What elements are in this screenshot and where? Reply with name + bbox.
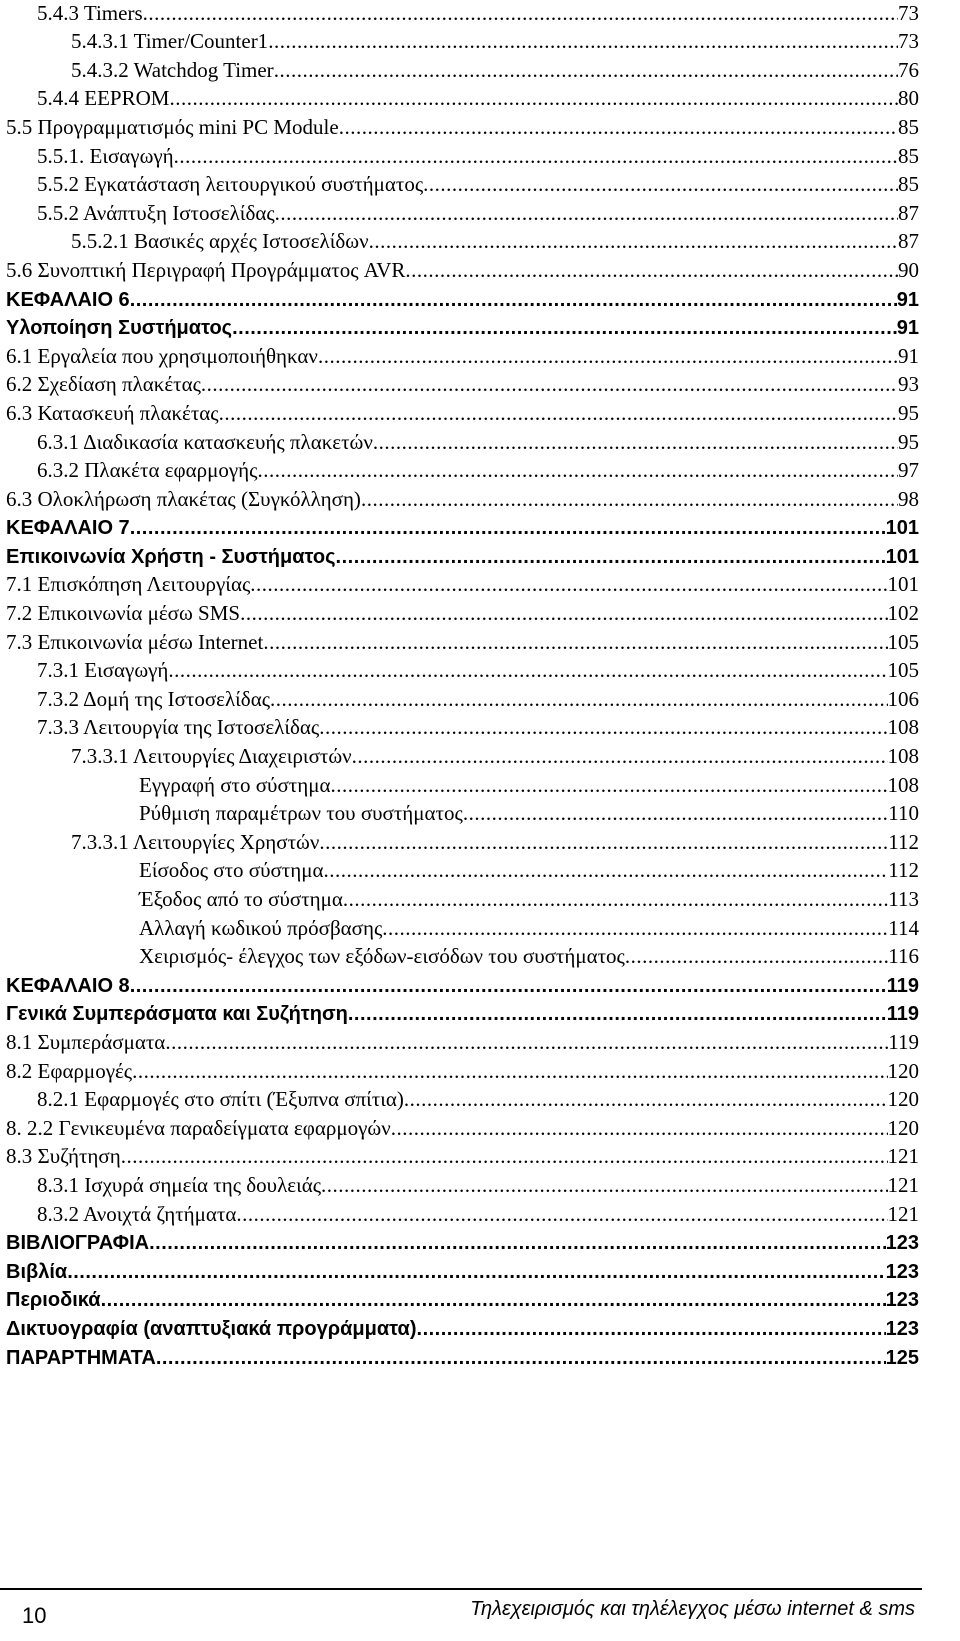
toc-entry-page: 121 — [887, 1201, 919, 1226]
toc-entry-page: 123 — [885, 1317, 919, 1340]
toc-entry-title: 7.3.3.1 Λειτουργίες Διαχειριστών — [71, 744, 352, 769]
toc-entry[interactable] — [6, 1058, 919, 1087]
toc-entry-page: 101 — [885, 545, 919, 568]
toc-entry-page: 119 — [888, 1029, 919, 1054]
toc-entry[interactable] — [6, 944, 919, 973]
toc-entry[interactable] — [6, 1029, 919, 1058]
table-of-contents — [6, 0, 919, 1373]
toc-entry-title: 8.3.2 Ανοιχτά ζητήματα — [37, 1201, 237, 1226]
toc-entry-page: 87 — [898, 229, 919, 254]
toc-entry-page: 120 — [887, 1058, 919, 1083]
toc-entry-page: 85 — [898, 172, 919, 197]
toc-dot-leader — [319, 830, 888, 858]
toc-entry[interactable] — [6, 257, 919, 286]
toc-entry-title: Έξοδος από το σύστημα — [139, 887, 343, 911]
toc-entry-page: 108 — [887, 744, 919, 769]
toc-entry-title: 7.3.1 Εισαγωγή — [37, 658, 169, 683]
toc-entry-title: ΚΕΦΑΛΑΙΟ 7 — [6, 517, 130, 540]
toc-dot-leader — [319, 715, 887, 743]
toc-dot-leader — [324, 858, 889, 886]
toc-entry-title: 5.5 Προγραμματισμός mini PC Module — [6, 114, 339, 139]
toc-entry-title: 5.5.2 Εγκατάσταση λειτουργικού συστήματος — [37, 172, 424, 197]
toc-entry-page: 101 — [887, 572, 919, 597]
toc-entry-page: 87 — [898, 200, 919, 225]
toc-entry-page: 125 — [885, 1346, 919, 1369]
toc-entry-title: Εγγραφή στο σύστημα — [139, 772, 331, 797]
page-number: 10 — [22, 1603, 47, 1628]
toc-entry[interactable] — [6, 801, 919, 830]
toc-entry[interactable] — [6, 372, 919, 401]
toc-dot-leader — [130, 289, 897, 315]
toc-entry[interactable] — [6, 1230, 919, 1259]
toc-entry-title: 5.5.1. Εισαγωγή — [37, 143, 174, 168]
toc-entry-page: 108 — [887, 715, 919, 740]
toc-entry-page: 112 — [888, 829, 919, 854]
toc-entry[interactable] — [6, 915, 919, 944]
toc-entry-title: 7.3.3 Λειτουργία της Ιστοσελίδας — [37, 715, 320, 740]
toc-entry-page: 93 — [898, 372, 919, 397]
toc-dot-leader — [121, 1144, 888, 1172]
toc-entry[interactable] — [6, 400, 919, 429]
toc-entry[interactable] — [6, 1344, 919, 1373]
toc-entry-page: 105 — [887, 629, 919, 654]
toc-entry-page: 102 — [887, 601, 919, 626]
toc-entry-title: 8.1 Συμπεράσματα — [6, 1029, 166, 1054]
toc-dot-leader — [423, 172, 898, 200]
toc-entry[interactable] — [6, 29, 919, 58]
toc-dot-leader — [391, 1116, 888, 1144]
toc-dot-leader — [236, 1202, 887, 1230]
toc-entry-page: 105 — [887, 658, 919, 683]
toc-entry-page: 119 — [886, 974, 919, 997]
toc-dot-leader — [405, 258, 898, 286]
toc-entry-title: 6.3.1 Διαδικασία κατασκευής πλακετών — [37, 429, 373, 454]
toc-entry-page: 95 — [898, 400, 919, 425]
toc-entry-page: 123 — [885, 1232, 919, 1255]
toc-entry-page: 91 — [898, 343, 919, 368]
toc-entry[interactable] — [6, 629, 919, 658]
toc-entry[interactable] — [6, 86, 919, 115]
toc-dot-leader — [219, 401, 898, 429]
toc-entry-page: 114 — [888, 915, 919, 940]
toc-entry-title: 5.4.3.2 Watchdog Timer — [71, 57, 274, 82]
toc-entry-title: 6.1 Εργαλεία που χρησιμοποιήθηκαν — [6, 343, 318, 368]
toc-dot-leader — [168, 658, 887, 686]
toc-dot-leader — [101, 1289, 886, 1315]
toc-entry-page: 113 — [888, 887, 919, 911]
toc-entry-page: 73 — [898, 0, 919, 25]
toc-dot-leader — [169, 86, 898, 114]
toc-entry-title: 8. 2.2 Γενικευμένα παραδείγματα εφαρμογών — [6, 1115, 391, 1140]
toc-entry[interactable] — [6, 658, 919, 687]
toc-entry[interactable] — [6, 1315, 919, 1344]
toc-entry-title: 7.3.2 Δομή της Ιστοσελίδας — [37, 686, 271, 711]
toc-dot-leader — [257, 458, 898, 486]
toc-entry[interactable] — [6, 772, 919, 801]
toc-entry[interactable] — [6, 486, 919, 515]
toc-entry-page: 119 — [886, 1003, 919, 1026]
toc-dot-leader — [156, 1347, 886, 1373]
toc-entry-page: 98 — [898, 486, 919, 511]
toc-dot-leader — [369, 229, 898, 257]
toc-dot-leader — [318, 344, 898, 372]
toc-entry[interactable] — [6, 886, 919, 915]
toc-entry-page: 112 — [888, 858, 919, 883]
toc-entry-title: ΚΕΦΑΛΑΙΟ 8 — [6, 974, 130, 997]
toc-entry[interactable] — [6, 686, 919, 715]
toc-dot-leader — [67, 1261, 885, 1287]
toc-dot-leader — [143, 1, 898, 29]
toc-dot-leader — [268, 29, 898, 57]
toc-dot-leader — [149, 1232, 886, 1258]
toc-entry-title: ΠΑΡΑΡΤΗΜΑΤΑ — [6, 1346, 156, 1369]
toc-dot-leader — [240, 601, 887, 629]
toc-entry-page: 73 — [898, 29, 919, 54]
toc-entry-title: 7.1 Επισκόπηση Λειτουργίας — [6, 572, 251, 597]
toc-dot-leader — [343, 887, 888, 915]
toc-entry-title: ΒΙΒΛΙΟΓΡΑΦΙΑ — [6, 1232, 150, 1255]
toc-entry-title: ΚΕΦΑΛΑΙΟ 6 — [6, 288, 130, 311]
toc-entry-title: 8.2.1 Εφαρμογές στο σπίτι (Έξυπνα σπίτια) — [37, 1087, 404, 1112]
toc-entry[interactable] — [6, 543, 919, 572]
toc-entry[interactable] — [6, 229, 919, 258]
toc-entry-title: Γενικά Συμπεράσματα και Συζήτηση — [6, 1003, 348, 1026]
toc-dot-leader — [330, 773, 887, 801]
toc-entry[interactable] — [6, 1258, 919, 1287]
toc-entry-page: 108 — [887, 772, 919, 797]
toc-entry-title: Ρύθμιση παραμέτρων του συστήματος — [139, 801, 463, 826]
toc-entry-page: 90 — [898, 257, 919, 282]
toc-dot-leader — [274, 58, 898, 86]
toc-entry[interactable] — [6, 172, 919, 201]
toc-dot-leader — [321, 1173, 887, 1201]
toc-dot-leader — [270, 687, 887, 715]
toc-entry-title: 8.3.1 Ισχυρά σημεία της δουλειάς — [37, 1172, 322, 1197]
toc-dot-leader — [130, 975, 887, 1001]
toc-entry-page: 116 — [888, 944, 919, 969]
toc-entry-title: 5.5.2 Ανάπτυξη Ιστοσελίδας — [37, 200, 275, 225]
toc-dot-leader — [404, 1087, 888, 1115]
toc-entry[interactable] — [6, 572, 919, 601]
toc-entry-title: Χειρισμός- έλεγχος των εξόδων-εισόδων του συστήματος — [139, 944, 625, 969]
toc-entry-page: 120 — [887, 1115, 919, 1140]
toc-dot-leader — [339, 115, 898, 143]
toc-entry-page: 120 — [887, 1087, 919, 1112]
toc-dot-leader — [132, 1059, 887, 1087]
footer-title: Τηλεχειρισμός και τηλέλεγχος μέσω internet & sms — [470, 1598, 915, 1620]
toc-dot-leader — [348, 1003, 887, 1029]
toc-entry-title: 8.3 Συζήτηση — [6, 1144, 121, 1169]
toc-dot-leader — [373, 430, 898, 458]
toc-entry-title: 6.2 Σχεδίαση πλακέτας — [6, 372, 201, 397]
toc-entry-title: Υλοποίηση Συστήματος — [6, 317, 233, 340]
toc-entry-title: 7.2 Επικοινωνία μέσω SMS — [6, 601, 241, 626]
toc-entry[interactable] — [6, 1201, 919, 1230]
toc-entry[interactable] — [6, 1144, 919, 1173]
toc-entry-page: 76 — [898, 57, 919, 82]
toc-dot-leader — [275, 201, 898, 229]
toc-entry-title: 6.3 Κατασκευή πλακέτας — [6, 400, 219, 425]
toc-entry-title: Δικτυογραφία (αναπτυξιακά προγράμματα) — [6, 1317, 417, 1340]
toc-entry[interactable] — [6, 343, 919, 372]
toc-entry[interactable] — [6, 1287, 919, 1316]
toc-entry-title: Βιβλία — [6, 1260, 68, 1283]
toc-entry[interactable] — [6, 286, 919, 315]
toc-entry-page: 106 — [887, 686, 919, 711]
toc-entry-title: 5.5.2.1 Βασικές αρχές Ιστοσελίδων — [71, 229, 369, 254]
toc-entry-page: 123 — [885, 1260, 919, 1283]
toc-entry[interactable] — [6, 143, 919, 172]
toc-dot-leader — [417, 1318, 886, 1344]
toc-dot-leader — [250, 572, 887, 600]
toc-dot-leader — [336, 546, 886, 572]
toc-entry-page: 97 — [898, 458, 919, 483]
toc-entry[interactable] — [6, 1172, 919, 1201]
toc-entry-page: 95 — [898, 429, 919, 454]
toc-entry[interactable] — [6, 715, 919, 744]
toc-entry-page: 85 — [898, 143, 919, 168]
toc-entry[interactable] — [6, 600, 919, 629]
toc-dot-leader — [263, 630, 887, 658]
toc-entry-page: 123 — [885, 1289, 919, 1312]
toc-entry-page: 110 — [888, 801, 919, 826]
toc-entry[interactable] — [6, 458, 919, 487]
toc-entry-page: 91 — [896, 288, 919, 311]
toc-entry-title: Είσοδος στο σύστημα — [139, 858, 324, 883]
toc-entry-title: Επικοινωνία Χρήστη - Συστήματος — [6, 545, 336, 568]
toc-entry[interactable] — [6, 1087, 919, 1116]
toc-entry[interactable] — [6, 972, 919, 1001]
footer-divider — [0, 1588, 922, 1590]
toc-dot-leader — [201, 372, 898, 400]
toc-entry-title: Αλλαγή κωδικού πρόσβασης — [139, 915, 383, 940]
toc-entry-title: 6.3.2 Πλακέτα εφαρμογής — [37, 458, 258, 483]
toc-entry[interactable] — [6, 114, 919, 143]
toc-entry[interactable] — [6, 1001, 919, 1030]
toc-entry[interactable] — [6, 429, 919, 458]
toc-entry-title: 5.6 Συνοπτική Περιγραφή Προγράμματος AVR — [6, 257, 406, 282]
toc-entry-page: 85 — [898, 114, 919, 139]
toc-dot-leader — [382, 916, 888, 944]
toc-dot-leader — [130, 517, 886, 543]
toc-dot-leader — [165, 1030, 888, 1058]
toc-entry[interactable] — [6, 0, 919, 29]
toc-dot-leader — [232, 317, 897, 343]
toc-entry[interactable] — [6, 858, 919, 887]
toc-entry[interactable] — [6, 829, 919, 858]
toc-entry[interactable] — [6, 200, 919, 229]
toc-entry-page: 80 — [898, 86, 919, 111]
toc-entry-page: 121 — [887, 1144, 919, 1169]
toc-dot-leader — [352, 744, 888, 772]
toc-entry[interactable] — [6, 57, 919, 86]
toc-entry[interactable] — [6, 1115, 919, 1144]
toc-entry-title: 8.2 Εφαρμογές — [6, 1058, 133, 1083]
toc-entry-page: 101 — [885, 517, 919, 540]
toc-entry-page: 121 — [887, 1172, 919, 1197]
toc-entry-title: 5.4.3 Timers — [37, 0, 143, 25]
toc-entry-page: 91 — [896, 317, 919, 340]
toc-dot-leader — [625, 944, 888, 972]
toc-entry-title: 5.4.4 EEPROM — [37, 86, 170, 111]
toc-dot-leader — [463, 801, 888, 829]
toc-entry-title: 7.3 Επικοινωνία μέσω Internet — [6, 629, 264, 654]
toc-entry[interactable] — [6, 315, 919, 344]
toc-dot-leader — [361, 487, 898, 515]
toc-entry[interactable] — [6, 743, 919, 772]
toc-entry-title: 5.4.3.1 Timer/Counter1 — [71, 29, 269, 54]
toc-dot-leader — [174, 144, 898, 172]
toc-entry-title: Περιοδικά — [6, 1289, 101, 1312]
toc-entry-title: 7.3.3.1 Λειτουργίες Χρηστών — [71, 829, 320, 854]
toc-entry[interactable] — [6, 515, 919, 544]
toc-entry-title: 6.3 Ολοκλήρωση πλακέτας (Συγκόλληση) — [6, 486, 361, 511]
